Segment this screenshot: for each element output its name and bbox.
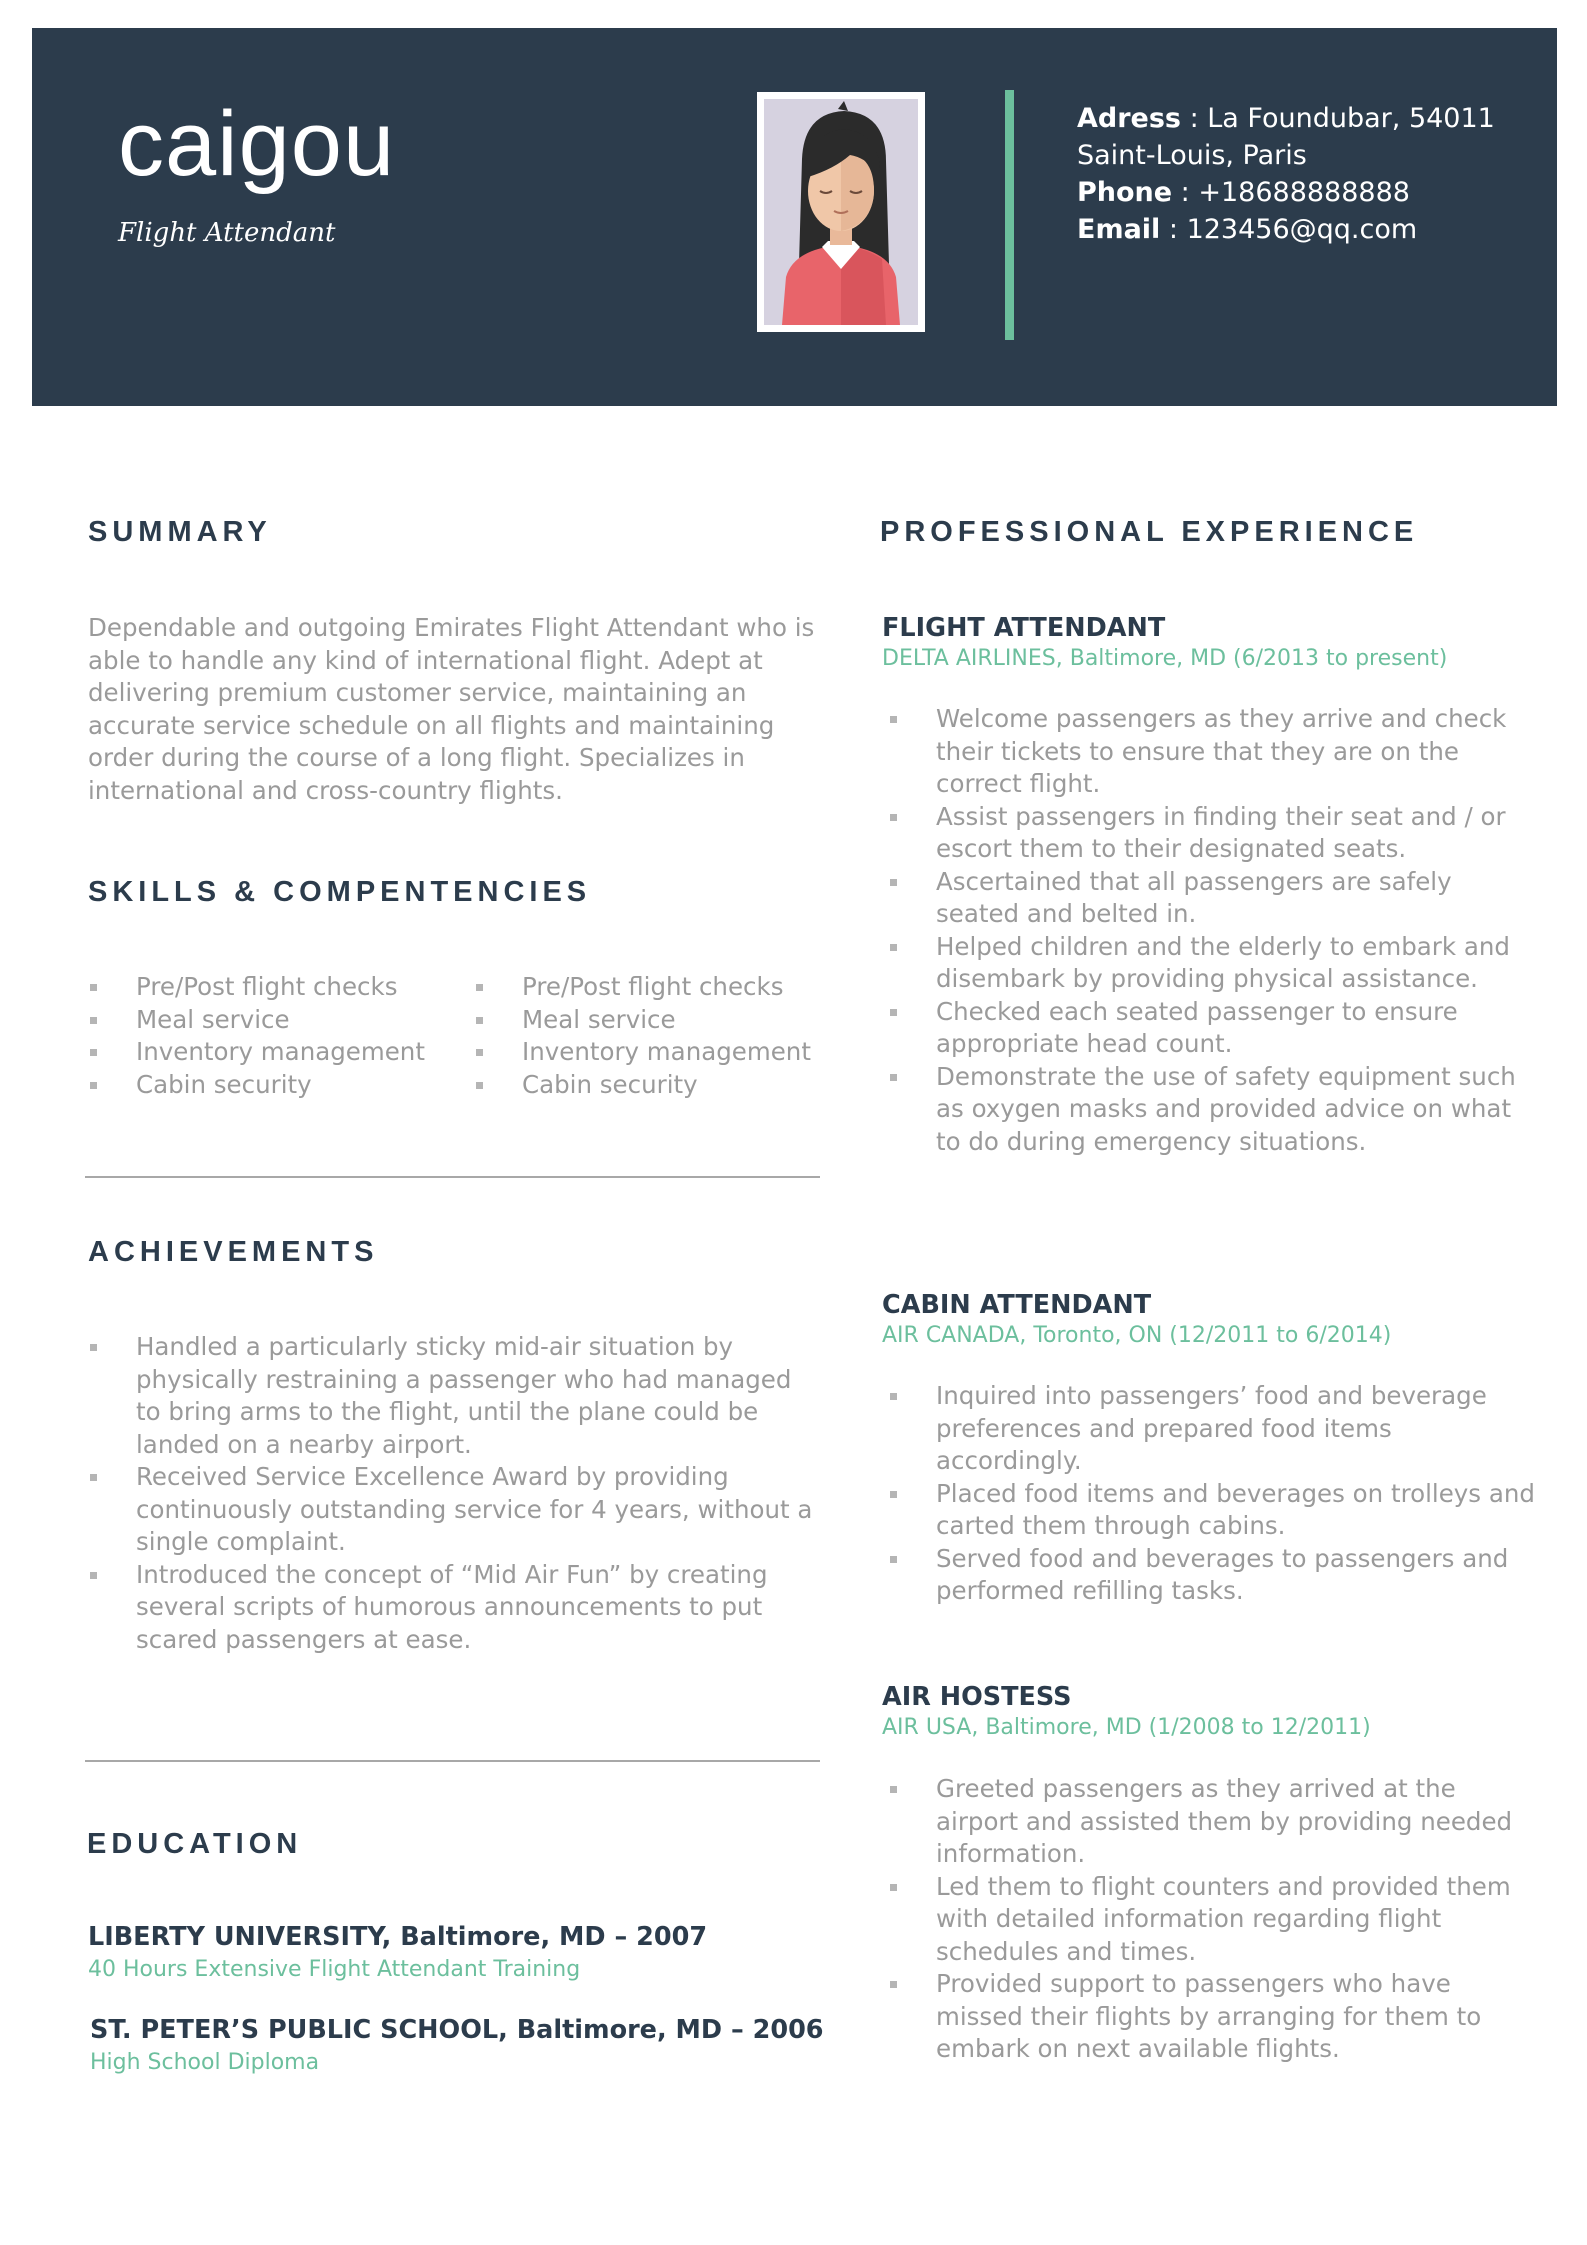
job-bullet: Demonstrate the use of safety equipment such as oxygen masks and provided advice on what to do during emergency situations. [888, 1061, 1538, 1159]
job-bullets [888, 1773, 1538, 2066]
address-label: Adress [1077, 103, 1181, 134]
job-bullet: Checked each seated passenger to ensure appropriate head count. [888, 996, 1538, 1061]
education-school: ST. PETER’S PUBLIC SCHOOL, Baltimore, MD – 2006 [90, 2015, 824, 2045]
address-line-1 [1077, 100, 1495, 137]
email-line [1077, 211, 1495, 248]
achievements-heading: ACHIEVEMENTS [88, 1236, 379, 1268]
education-school: LIBERTY UNIVERSITY, Baltimore, MD – 2007 [88, 1922, 708, 1952]
job-bullet: Greeted passengers as they arrived at the airport and assisted them by providing needed information. [888, 1773, 1538, 1871]
job-bullet: Inquired into passengers’ food and beverage preferences and prepared food items accordingly. [888, 1380, 1538, 1478]
address-line-2: Saint-Louis, Paris [1077, 140, 1307, 171]
phone-value[interactable]: : +18688888888 [1172, 177, 1410, 208]
job-company: AIR CANADA, Toronto, ON (12/2011 to 6/2014) [882, 1323, 1392, 1348]
job-bullet: Assist passengers in finding their seat and / or escort them to their designated seats. [888, 801, 1538, 866]
skill-item: Pre/Post flight checks [474, 971, 834, 1004]
job-bullet: Provided support to passengers who have missed their flights by arranging for them to embark on next available flights. [888, 1968, 1538, 2066]
skill-item: Meal service [474, 1004, 834, 1037]
job-bullet: Ascertained that all passengers are safely seated and belted in. [888, 866, 1538, 931]
job-bullet: Welcome passengers as they arrive and check their tickets to ensure that they are on the correct flight. [888, 703, 1538, 801]
job-bullet: Placed food items and beverages on trolleys and carted them through cabins. [888, 1478, 1538, 1543]
skills-list-1 [88, 971, 448, 1101]
contact-block [1077, 100, 1495, 248]
job-bullets [888, 1380, 1538, 1608]
summary-heading: SUMMARY [88, 516, 272, 548]
education-degree: 40 Hours Extensive Flight Attendant Training [88, 1957, 581, 1982]
skill-item: Cabin security [88, 1069, 448, 1102]
address-value: : La Foundubar, 54011 [1181, 103, 1495, 134]
skills-heading: SKILLS & COMPENTENCIES [88, 876, 592, 908]
job-title: AIR HOSTESS [882, 1682, 1072, 1712]
avatar-illustration [764, 99, 918, 325]
job-title: CABIN ATTENDANT [882, 1290, 1152, 1320]
email-value[interactable]: : 123456@qq.com [1160, 214, 1418, 245]
achievement-item: Handled a particularly sticky mid-air situation by physically restraining a passenger who had managed to bring arms to the flight, until the plane could be landed on a nearby airport. [88, 1331, 823, 1461]
skill-item: Pre/Post flight checks [88, 971, 448, 1004]
experience-heading: PROFESSIONAL EXPERIENCE [880, 516, 1419, 548]
profile-photo [757, 92, 925, 332]
section-divider [85, 1176, 820, 1178]
phone-label: Phone [1077, 177, 1173, 208]
skill-item: Cabin security [474, 1069, 834, 1102]
job-company: AIR USA, Baltimore, MD (1/2008 to 12/2011) [882, 1715, 1371, 1740]
header-accent-divider [1005, 90, 1014, 340]
skill-item: Inventory management [474, 1036, 834, 1069]
job-company: DELTA AIRLINES, Baltimore, MD (6/2013 to present) [882, 646, 1448, 671]
job-bullet: Helped children and the elderly to embark and disembark by providing physical assistance. [888, 931, 1538, 996]
job-title: FLIGHT ATTENDANT [882, 613, 1166, 643]
achievement-item: Introduced the concept of “Mid Air Fun” by creating several scripts of humorous announcements to put scared passengers at ease. [88, 1559, 823, 1657]
summary-text: Dependable and outgoing Emirates Flight Attendant who is able to handle any kind of international flight. Adept at delivering premium customer service, maintaining an accurate service schedule on all flights and maintaining order during the course of a long flight. Specializes in international and cross-country flights. [88, 613, 815, 805]
skill-item: Inventory management [88, 1036, 448, 1069]
email-label: Email [1077, 214, 1161, 245]
skill-item: Meal service [88, 1004, 448, 1037]
phone-line [1077, 174, 1495, 211]
achievement-item: Received Service Excellence Award by providing continuously outstanding service for 4 years, without a single complaint. [88, 1461, 823, 1559]
achievements-list [88, 1331, 823, 1656]
education-degree: High School Diploma [90, 2050, 320, 2075]
section-divider [85, 1760, 820, 1762]
job-role: Flight Attendant [118, 218, 336, 248]
job-bullets [888, 703, 1538, 1158]
job-bullet: Served food and beverages to passengers and performed refilling tasks. [888, 1543, 1538, 1608]
job-bullet: Led them to flight counters and provided them with detailed information regarding flight schedules and times. [888, 1871, 1538, 1969]
education-heading: EDUCATION [87, 1828, 303, 1860]
person-name: caigou [118, 93, 396, 195]
skills-list-2 [474, 971, 834, 1101]
